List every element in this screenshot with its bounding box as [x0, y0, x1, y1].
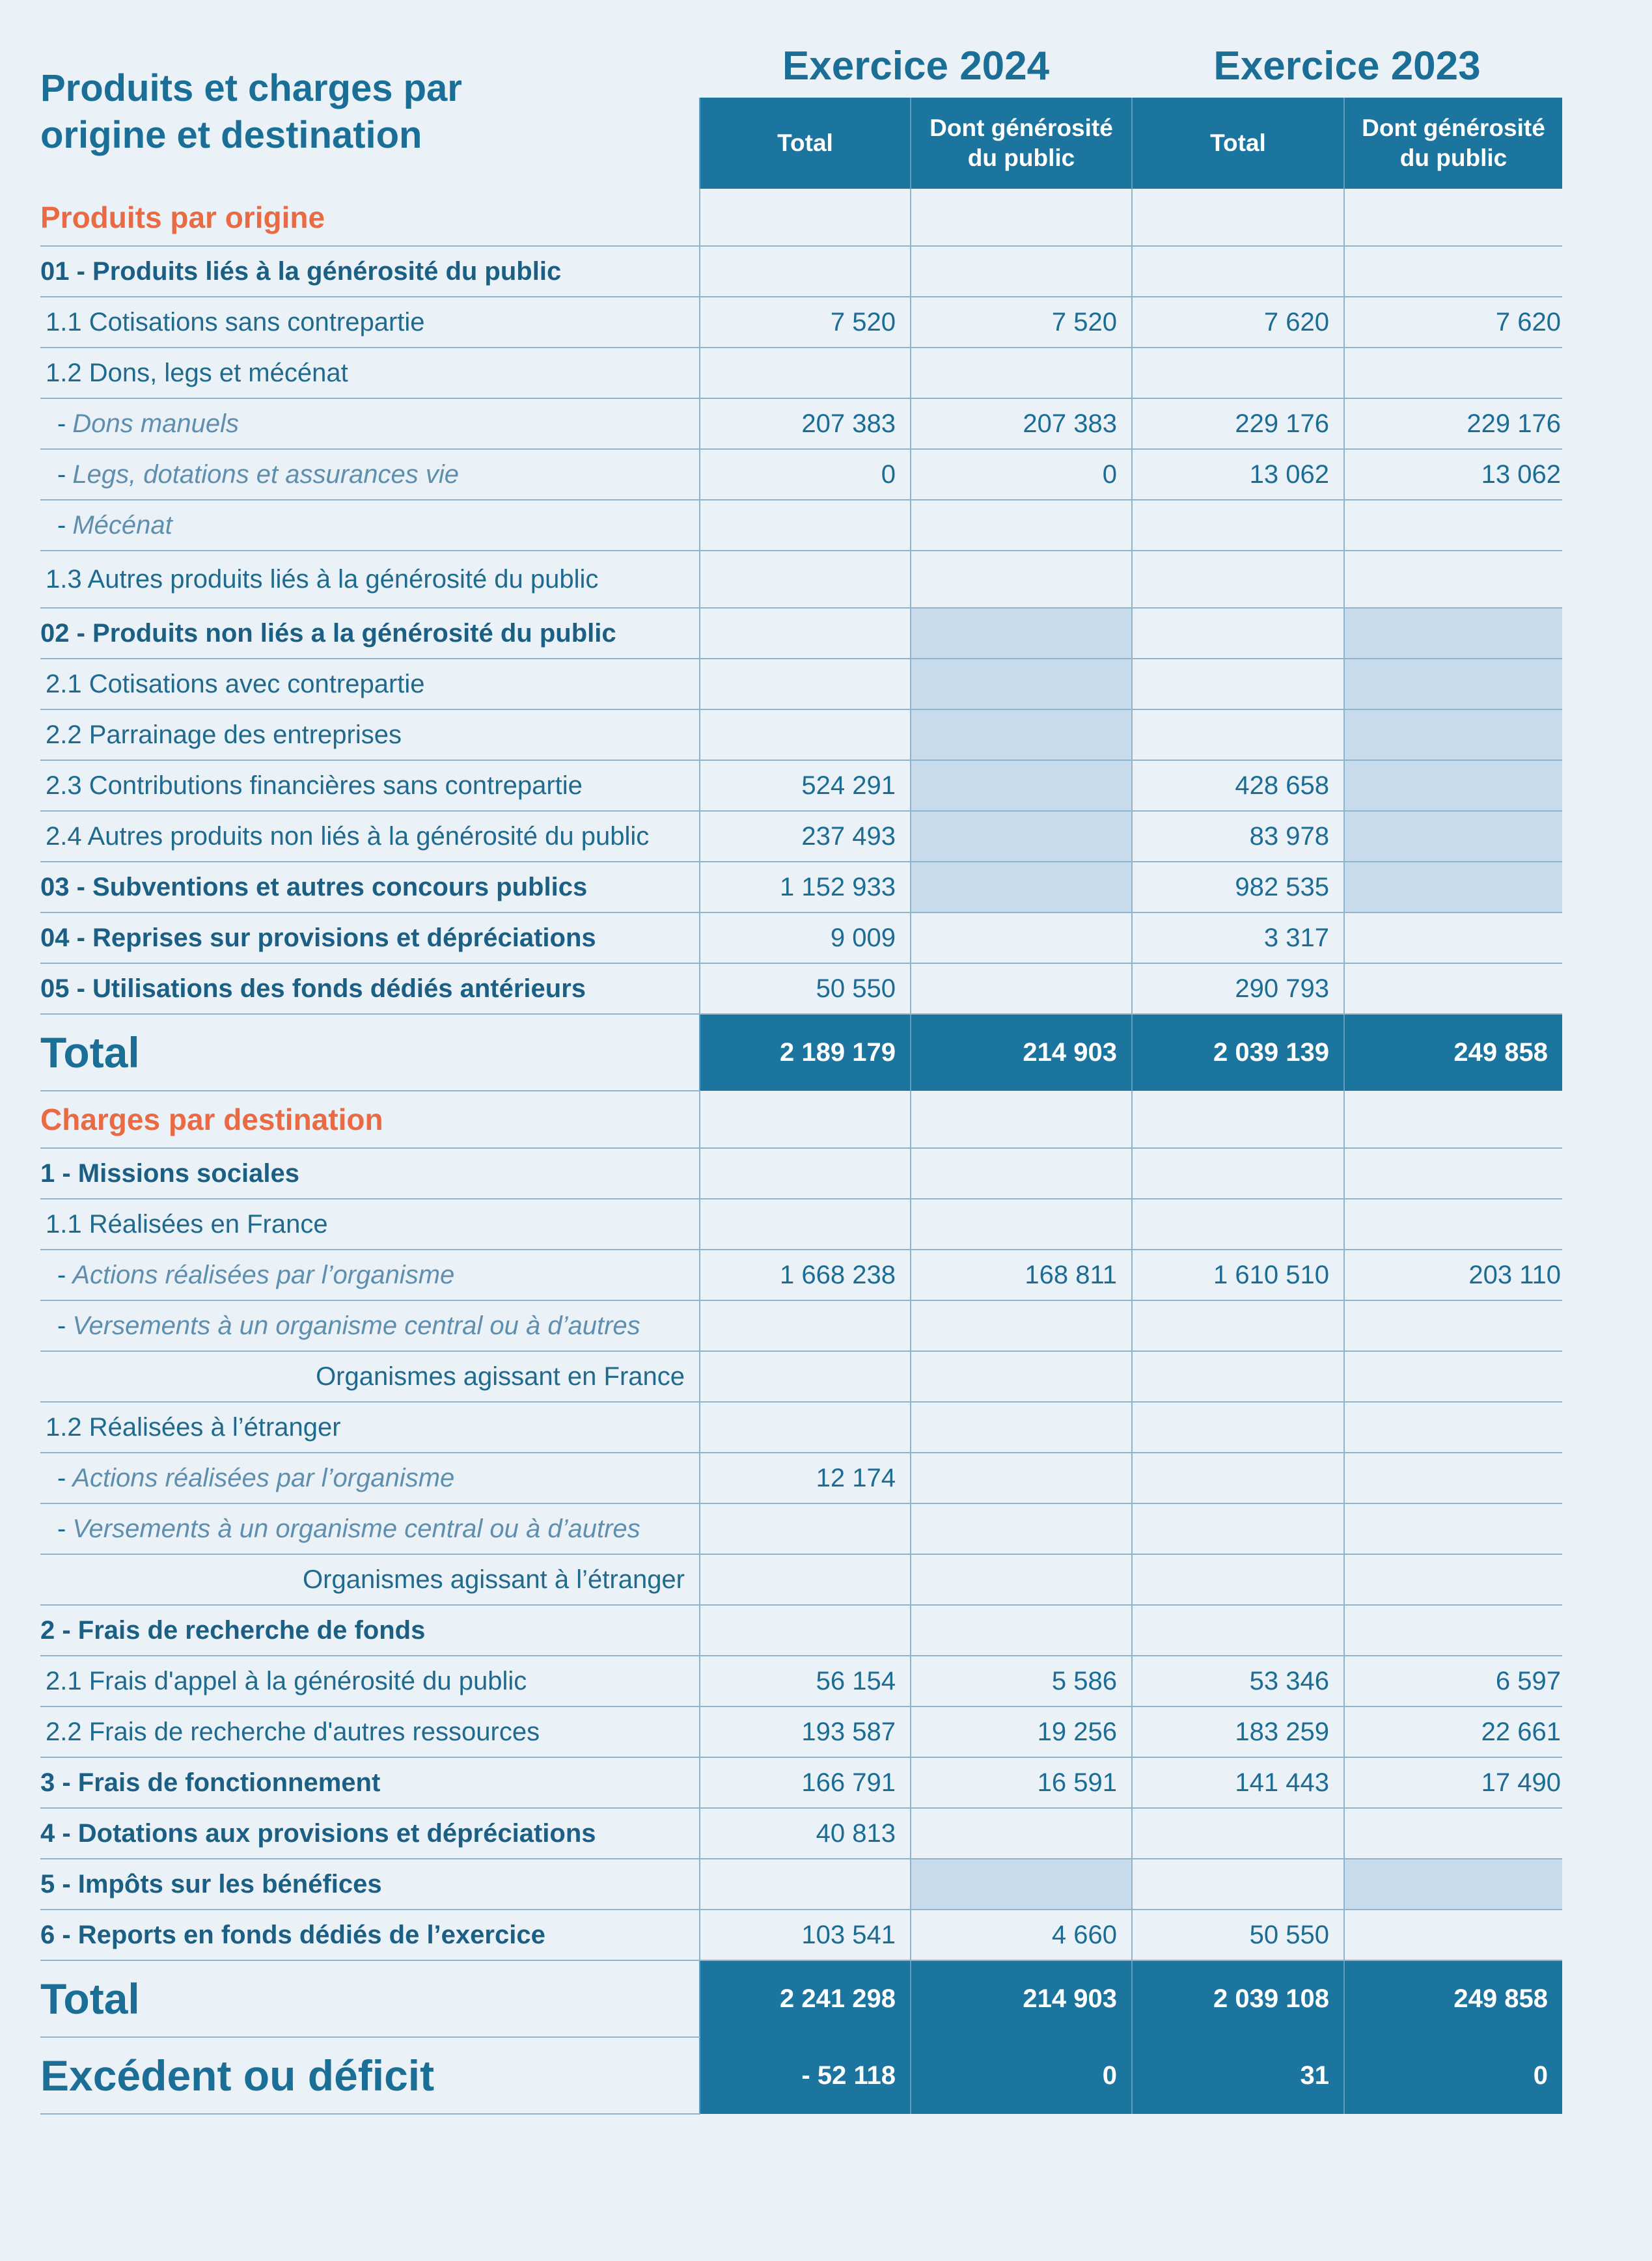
value-cell	[1132, 659, 1344, 709]
value-cell: 4 660	[911, 1910, 1132, 1960]
col-label-2: du public	[967, 144, 1075, 171]
value-cell	[700, 500, 911, 551]
value-cell: 50 550	[1132, 1910, 1344, 1960]
row-label	[40, 1250, 700, 1300]
row-label: 4 - Dotations aux provisions et dépréciations	[40, 1808, 700, 1859]
value-cell	[1344, 709, 1562, 760]
total-row	[40, 1014, 1562, 1091]
value-cell: 40 813	[700, 1808, 911, 1859]
row-label: 05 - Utilisations des fonds dédiés antérieurs	[40, 963, 700, 1014]
row-label-text: Legs, dotations et assurances vie	[72, 459, 460, 489]
row-label: 2.4 Autres produits non liés à la générosité du public	[40, 811, 700, 862]
value-cell	[1132, 1402, 1344, 1453]
row-label: 6 - Reports en fonds dédiés de l’exercice	[40, 1910, 700, 1960]
value-cell	[700, 246, 911, 297]
value-cell: 1 610 510	[1132, 1250, 1344, 1300]
value-cell: 0	[1344, 2037, 1562, 2114]
value-cell: 183 259	[1132, 1706, 1344, 1757]
value-cell: 229 176	[1344, 398, 1562, 449]
year-number: 2024	[959, 44, 1050, 89]
value-cell: 3 317	[1132, 912, 1344, 963]
row-label	[40, 1503, 700, 1554]
value-cell	[700, 189, 911, 246]
value-cell	[1132, 1148, 1344, 1199]
dash-marker: -	[57, 459, 66, 489]
value-cell: 13 062	[1344, 449, 1562, 500]
table-row	[40, 760, 1562, 811]
value-cell	[1344, 862, 1562, 912]
table-row	[40, 709, 1562, 760]
value-cell: 2 241 298	[700, 1960, 911, 2037]
header-spacer	[40, 98, 700, 189]
value-cell: 19 256	[911, 1706, 1132, 1757]
value-cell	[1344, 1300, 1562, 1351]
value-cell	[911, 189, 1132, 246]
value-cell	[911, 1503, 1132, 1554]
value-cell: 5 586	[911, 1656, 1132, 1706]
value-cell	[700, 1605, 911, 1656]
row-label: Organismes agissant en France	[40, 1351, 700, 1402]
value-cell: 2 189 179	[700, 1014, 911, 1091]
value-cell: 214 903	[911, 1960, 1132, 2037]
value-cell	[1344, 1148, 1562, 1199]
value-cell	[911, 1554, 1132, 1605]
row-label	[40, 1300, 700, 1351]
value-cell: 16 591	[911, 1757, 1132, 1808]
dash-marker: -	[57, 409, 66, 438]
row-label: 02 - Produits non liés a la générosité du public	[40, 608, 700, 659]
total-row	[40, 2037, 1562, 2114]
total-row	[40, 1960, 1562, 2037]
col-label: Total	[777, 130, 833, 156]
row-label: 04 - Reprises sur provisions et dépréciations	[40, 912, 700, 963]
value-cell: 56 154	[700, 1656, 911, 1706]
value-cell	[1132, 246, 1344, 297]
value-cell: 168 811	[911, 1250, 1132, 1300]
value-cell	[1132, 1859, 1344, 1910]
col-public-2023	[1344, 98, 1562, 189]
row-label: Excédent ou déficit	[40, 2037, 700, 2114]
table-row	[40, 500, 1562, 551]
value-cell	[700, 1148, 911, 1199]
table-row	[40, 862, 1562, 912]
row-label	[40, 398, 700, 449]
value-cell	[1344, 1091, 1562, 1148]
value-cell	[1344, 659, 1562, 709]
value-cell	[1344, 963, 1562, 1014]
row-label: 2.1 Cotisations avec contrepartie	[40, 659, 700, 709]
value-cell	[911, 1300, 1132, 1351]
col-label-2: du public	[1399, 144, 1507, 171]
value-cell: 7 520	[700, 297, 911, 348]
row-label: 1.3 Autres produits liés à la générosité du public	[40, 551, 700, 608]
dash-marker: -	[57, 1463, 66, 1492]
value-cell	[1344, 246, 1562, 297]
value-cell	[1344, 1503, 1562, 1554]
value-cell: 249 858	[1344, 1014, 1562, 1091]
value-cell: 249 858	[1344, 1960, 1562, 2037]
row-label-text: Versements à un organisme central ou à d’autres	[72, 1311, 640, 1340]
value-cell	[1344, 500, 1562, 551]
value-cell	[1132, 1199, 1344, 1250]
dash-marker: -	[57, 1311, 66, 1340]
value-cell	[1132, 348, 1344, 398]
row-label: 3 - Frais de fonctionnement	[40, 1757, 700, 1808]
value-cell	[1344, 348, 1562, 398]
year-prefix: Exercice	[1213, 44, 1391, 89]
row-label: 1.2 Réalisées à l’étranger	[40, 1402, 700, 1453]
value-cell	[700, 1351, 911, 1402]
table-row	[40, 1148, 1562, 1199]
table-row	[40, 398, 1562, 449]
value-cell	[1132, 1554, 1344, 1605]
value-cell	[911, 1351, 1132, 1402]
col-label-1: Dont générosité	[1362, 115, 1545, 141]
value-cell	[1132, 1605, 1344, 1656]
value-cell	[1344, 1605, 1562, 1656]
value-cell	[911, 912, 1132, 963]
value-cell	[1344, 1402, 1562, 1453]
value-cell	[1344, 1199, 1562, 1250]
value-cell	[1344, 1554, 1562, 1605]
row-label: 1.2 Dons, legs et mécénat	[40, 348, 700, 398]
value-cell	[1344, 760, 1562, 811]
value-cell: 7 620	[1344, 297, 1562, 348]
value-cell	[700, 348, 911, 398]
value-cell: 214 903	[911, 1014, 1132, 1091]
value-cell: 203 110	[1344, 1250, 1562, 1300]
table-row	[40, 1706, 1562, 1757]
value-cell: 207 383	[700, 398, 911, 449]
value-cell	[911, 1402, 1132, 1453]
row-label: 5 - Impôts sur les bénéfices	[40, 1859, 700, 1910]
value-cell: 9 009	[700, 912, 911, 963]
value-cell	[911, 500, 1132, 551]
value-cell	[1132, 1351, 1344, 1402]
row-label: 1.1 Réalisées en France	[40, 1199, 700, 1250]
value-cell: 6 597	[1344, 1656, 1562, 1706]
year-header-2023	[1132, 40, 1562, 92]
value-cell: - 52 118	[700, 2037, 911, 2114]
row-label: 1 - Missions sociales	[40, 1148, 700, 1199]
value-cell	[911, 1859, 1132, 1910]
value-cell: 7 620	[1132, 297, 1344, 348]
row-label: Total	[40, 1960, 700, 2037]
table-row	[40, 1910, 1562, 1960]
table-row	[40, 1859, 1562, 1910]
value-cell: 0	[911, 2037, 1132, 2114]
financial-table	[40, 98, 1562, 2115]
value-cell	[911, 246, 1132, 297]
table-row	[40, 963, 1562, 1014]
row-label-text: Actions réalisées par l’organisme	[72, 1463, 455, 1492]
value-cell	[1132, 1453, 1344, 1503]
table-row	[40, 1351, 1562, 1402]
value-cell: 53 346	[1132, 1656, 1344, 1706]
row-label-text: Actions réalisées par l’organisme	[72, 1260, 455, 1289]
row-label: Organismes agissant à l’étranger	[40, 1554, 700, 1605]
value-cell	[1344, 1808, 1562, 1859]
value-cell: 103 541	[700, 1910, 911, 1960]
value-cell	[911, 1808, 1132, 1859]
value-cell	[911, 709, 1132, 760]
section-row	[40, 1091, 1562, 1148]
value-cell	[1344, 1910, 1562, 1960]
value-cell	[1344, 608, 1562, 659]
col-public-2024	[911, 98, 1132, 189]
col-label: Total	[1210, 130, 1266, 156]
value-cell: 207 383	[911, 398, 1132, 449]
value-cell	[700, 1859, 911, 1910]
value-cell	[1132, 608, 1344, 659]
value-cell	[911, 760, 1132, 811]
section-row	[40, 189, 1562, 246]
row-label-text: Dons manuels	[72, 409, 240, 438]
value-cell	[1132, 1091, 1344, 1148]
value-cell: 22 661	[1344, 1706, 1562, 1757]
table-row	[40, 449, 1562, 500]
row-label: 2.2 Frais de recherche d'autres ressources	[40, 1706, 700, 1757]
row-label: 03 - Subventions et autres concours publics	[40, 862, 700, 912]
value-cell	[1132, 709, 1344, 760]
value-cell: 982 535	[1132, 862, 1344, 912]
value-cell	[1132, 551, 1344, 608]
value-cell	[911, 1091, 1132, 1148]
year-number: 2023	[1390, 44, 1481, 89]
table-row	[40, 246, 1562, 297]
table-row	[40, 1656, 1562, 1706]
value-cell	[911, 1148, 1132, 1199]
row-label	[40, 1453, 700, 1503]
value-cell	[1344, 1351, 1562, 1402]
column-header-row	[40, 98, 1562, 189]
row-label	[40, 449, 700, 500]
value-cell: 1 668 238	[700, 1250, 911, 1300]
value-cell	[911, 811, 1132, 862]
value-cell	[911, 659, 1132, 709]
value-cell	[700, 608, 911, 659]
dash-marker: -	[57, 1514, 66, 1543]
row-label: 2.2 Parrainage des entreprises	[40, 709, 700, 760]
value-cell	[700, 659, 911, 709]
row-label: 01 - Produits liés à la générosité du public	[40, 246, 700, 297]
row-label-text: Versements à un organisme central ou à d’autres	[72, 1514, 640, 1543]
row-label: 2 - Frais de recherche de fonds	[40, 1605, 700, 1656]
row-label-text: Mécénat	[72, 510, 172, 540]
value-cell	[911, 551, 1132, 608]
table-row	[40, 297, 1562, 348]
value-cell: 0	[700, 449, 911, 500]
value-cell: 237 493	[700, 811, 911, 862]
table-row	[40, 551, 1562, 608]
value-cell: 17 490	[1344, 1757, 1562, 1808]
value-cell	[911, 1605, 1132, 1656]
value-cell: 229 176	[1132, 398, 1344, 449]
table-row	[40, 811, 1562, 862]
title-line-2: origine et destination	[40, 114, 422, 156]
value-cell: 83 978	[1132, 811, 1344, 862]
value-cell: 50 550	[700, 963, 911, 1014]
value-cell	[1132, 1808, 1344, 1859]
col-label-1: Dont générosité	[929, 115, 1113, 141]
year-header-2024	[700, 40, 1132, 92]
value-cell	[1132, 1503, 1344, 1554]
value-cell: 2 039 139	[1132, 1014, 1344, 1091]
table-row	[40, 1503, 1562, 1554]
value-cell	[700, 1300, 911, 1351]
value-cell	[911, 608, 1132, 659]
row-label	[40, 500, 700, 551]
value-cell: 524 291	[700, 760, 911, 811]
value-cell: 13 062	[1132, 449, 1344, 500]
col-total-2024	[700, 98, 911, 189]
value-cell	[1344, 811, 1562, 862]
table-row	[40, 1250, 1562, 1300]
value-cell: 193 587	[700, 1706, 911, 1757]
table-row	[40, 1402, 1562, 1453]
value-cell	[1132, 1300, 1344, 1351]
table-row	[40, 1808, 1562, 1859]
table-row	[40, 608, 1562, 659]
row-label: 1.1 Cotisations sans contrepartie	[40, 297, 700, 348]
value-cell	[911, 862, 1132, 912]
value-cell	[1344, 1453, 1562, 1503]
value-cell: 166 791	[700, 1757, 911, 1808]
title-line-1: Produits et charges par	[40, 67, 462, 109]
value-cell	[1132, 189, 1344, 246]
value-cell: 31	[1132, 2037, 1344, 2114]
table-body	[40, 189, 1562, 2114]
dash-marker: -	[57, 1260, 66, 1289]
table-row	[40, 1199, 1562, 1250]
table-row	[40, 659, 1562, 709]
value-cell	[911, 1453, 1132, 1503]
table-row	[40, 348, 1562, 398]
value-cell: 290 793	[1132, 963, 1344, 1014]
value-cell	[911, 1199, 1132, 1250]
row-label: Produits par origine	[40, 189, 700, 246]
value-cell	[700, 1503, 911, 1554]
value-cell	[1344, 189, 1562, 246]
value-cell: 12 174	[700, 1453, 911, 1503]
value-cell	[911, 963, 1132, 1014]
col-total-2023	[1132, 98, 1344, 189]
value-cell	[700, 551, 911, 608]
table-row	[40, 1554, 1562, 1605]
table-row	[40, 1453, 1562, 1503]
value-cell: 428 658	[1132, 760, 1344, 811]
value-cell: 0	[911, 449, 1132, 500]
value-cell	[1344, 551, 1562, 608]
row-label: Total	[40, 1014, 700, 1091]
table-row	[40, 912, 1562, 963]
value-cell: 141 443	[1132, 1757, 1344, 1808]
dash-marker: -	[57, 510, 66, 540]
table-row	[40, 1300, 1562, 1351]
value-cell: 1 152 933	[700, 862, 911, 912]
value-cell	[1344, 1859, 1562, 1910]
value-cell	[911, 348, 1132, 398]
value-cell: 2 039 108	[1132, 1960, 1344, 2037]
table-row	[40, 1757, 1562, 1808]
row-label: 2.1 Frais d'appel à la générosité du public	[40, 1656, 700, 1706]
value-cell	[1132, 500, 1344, 551]
value-cell	[700, 1199, 911, 1250]
value-cell: 7 520	[911, 297, 1132, 348]
row-label: 2.3 Contributions financières sans contrepartie	[40, 760, 700, 811]
row-label: Charges par destination	[40, 1091, 700, 1148]
value-cell	[1344, 912, 1562, 963]
value-cell	[700, 1091, 911, 1148]
value-cell	[700, 709, 911, 760]
value-cell	[700, 1554, 911, 1605]
value-cell	[700, 1402, 911, 1453]
year-prefix: Exercice	[782, 44, 960, 89]
table-row	[40, 1605, 1562, 1656]
